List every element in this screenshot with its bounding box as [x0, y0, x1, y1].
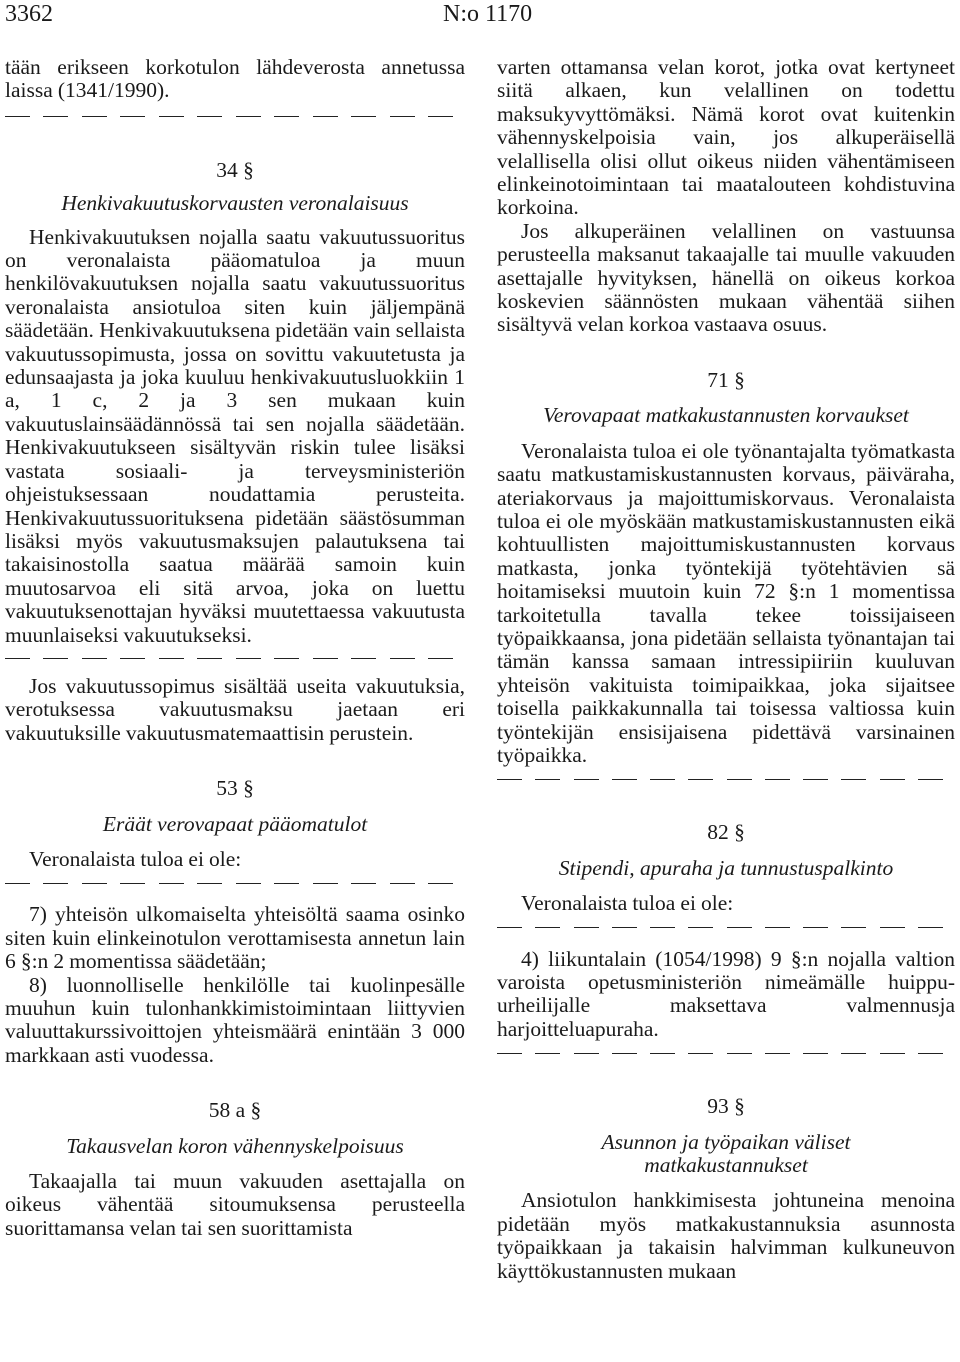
section-title: Eräät verovapaat pääomatulot — [102, 811, 368, 836]
section-title: Asunnon ja työpaikan väliset matkakustannukset — [601, 1129, 851, 1178]
section-intro: Veronalaista tuloa ei ole: — [521, 891, 734, 916]
document-number: N:o 1170 — [443, 1, 533, 27]
continuation-paragraph: varten ottamansa velan korot, jotka ovat kertyneet siitä alkaen, kun velallinen on todettu maksukyvyttömäksi. Nämä korot ovat kuitenkin vähennyskelpoisia vain, jos alkuperäisellä velallisella olisi ollut oikeus niiden vähentämiseen elinkeinotoimintaan tai maatalouteen kohdistuvina korkoina. — [497, 55, 955, 220]
section-title: Henkivakuutuskorvausten veronalaisuus — [61, 191, 409, 216]
section-number: 53 § — [216, 776, 254, 801]
section-number: 82 § — [707, 820, 745, 845]
page-number: 3362 — [5, 1, 53, 27]
section-paragraph: Jos vakuutussopimus sisältää useita vakuutuksia, verotuksessa vakuutusmaksu jaetaan eri vakuutuksille vakuutusmatemaattisin perustein. — [5, 673, 465, 745]
page-header — [0, 0, 960, 40]
omission-dashes — [497, 918, 955, 938]
section-paragraph: Ansiotulon hankkimisesta johtuneina menoina pidetään myös matkakustannuksia asunnosta työpaikkaan ja takaisin halvimman kulkuneuvon käyttökustannusten mukaan — [497, 1188, 955, 1283]
section-paragraph: Takaajalla tai muun vakuuden asettajalla on oikeus vähentää sitoumuksensa perusteella suorittamansa velan tai sen suorittamista — [5, 1169, 465, 1240]
right-column — [497, 56, 955, 1283]
omission-dashes — [497, 1043, 955, 1063]
section-title: Verovapaat matkakustannusten korvaukset — [543, 403, 909, 428]
section-number: 58 a § — [208, 1098, 262, 1123]
section-title: Takausvelan koron vähennyskelpoisuus — [66, 1133, 404, 1158]
omission-dashes — [5, 873, 465, 893]
omission-dashes — [5, 649, 465, 669]
list-item: 4) liikuntalain (1054/1998) 9 §:n nojalla valtion varoista opetusministeriön nimeämälle huippu-urheilijalle maksettava valmennusja harjoitteluapuraha. — [497, 946, 955, 1041]
section-paragraph: Henkivakuutuksen nojalla saatu vakuutussuoritus on veronalaista pääomatuloa ja muun henkilövakuutuksen nojalla saatu vakuutussuoritus veronalaista ansiotuloa siten kuin jäljempänä säädetään. Henkivakuutuksena pidetään vain sellaista vakuutussopimusta, jossa on sovittu vakuutetusta ja edunsaajasta ja joka kuuluu henkivakuutusluokkiin 1 a, 1 c, 2 ja 3 sen mukaan kuin vakuutuslainsäädännössä tai sen nojalla säädetään. Henkivakuutukseen sisältyvän riskin tulee lisäksi vastata sosiaali- ja terveysministeriön ohjeistuksessaan noudattamia perusteita. Henkivakuutussuorituksena pidetään säästösumman lisäksi myös vakuutusmaksujen palautuksena tai takaisinostolla saatua määrää samoin kuin muutosarvoa eli sitä arvoa, joka on luettu vakuutuksenottajan hyväksi muutettaessa vakuutusta muunlaiseksi vakuutukseksi. — [5, 224, 465, 647]
section-paragraph: Jos alkuperäinen velallinen on vastuunsa perusteella maksanut takaajalle tai muulle vakuuden asettajalle hyvityksen, hänellä on oikeus korkoa koskevien säännösten mukaan vähentää siihen sisältyvä velan korkoa vastaava osuus. — [497, 218, 955, 337]
section-number: 71 § — [707, 367, 745, 392]
section-number: 93 § — [707, 1094, 745, 1119]
left-column — [5, 56, 465, 1240]
section-title: Stipendi, apuraha ja tunnustuspalkinto — [558, 855, 894, 880]
section-paragraph: Veronalaista tuloa ei ole työnantajalta työmatkasta saatu matkustamiskustannusten korvaus, päiväraha, ateriakorvaus ja majoittumiskorvaus. Veronalaista tuloa ei ole myöskään matkustamiskustannusten eikä kohtuullisten majoittumiskustannusten korvaus matkasta, jonka työntekijä työtehtävien sä hoitamiseksi muutoin kuin 72 §:n 1 momentissa tarkoitetulla tavalla tekee toissijaiseen työpaikkaansa, jona pidetään sellaista työnantajan tai tämän kanssa samaan intressipiiriin kuuluvan yhteisön vakituista toimipaikkaa, joka sijaitsee toisella paikkakunnalla tai toisessa valtiossa kuin työntekijän ensisijaisena pidettävä varsinainen työpaikka. — [497, 438, 955, 767]
list-item: 7) yhteisön ulkomaiselta yhteisöltä saama osinko siten kuin elinkeinotulon verottamisesta annetun lain 6 §:n 2 momentissa säädetään; — [5, 902, 465, 974]
section-intro: Veronalaista tuloa ei ole: — [29, 846, 242, 871]
omission-dashes — [5, 107, 465, 127]
continuation-paragraph: tään erikseen korkotulon lähdeverosta annetussa laissa (1341/1990). — [5, 55, 465, 103]
omission-dashes — [497, 769, 955, 789]
list-item: 8) luonnolliselle henkilölle tai kuolinpesälle muuhun kuin tulonhankkimistoimintaan liittyvien valuuttakurssivoittojen yhteismäärä enintään 3 000 markkaan asti vuodessa. — [5, 972, 465, 1067]
section-number: 34 § — [216, 157, 254, 182]
